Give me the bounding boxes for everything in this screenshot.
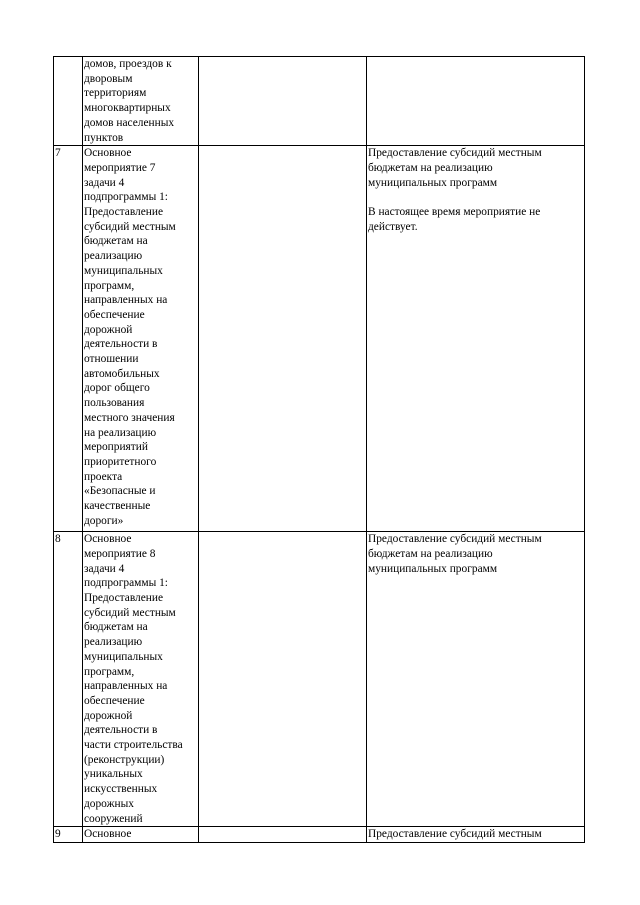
measure-name-line: Основное: [84, 147, 132, 160]
row-number-cell: 9: [54, 827, 83, 843]
measure-name-line: задачи 4: [84, 562, 125, 575]
description-line: Предоставление субсидий местным: [368, 147, 542, 160]
measure-name-line: домов населенных: [84, 116, 175, 129]
measures-table: [53, 56, 585, 843]
measure-name-line: пунктов: [84, 131, 124, 144]
measure-name-line: дороги»: [84, 514, 124, 527]
measure-name-line: части строительства: [84, 739, 183, 752]
description-line: бюджетам на реализацию: [368, 161, 493, 174]
measure-name-line: муниципальных: [84, 264, 163, 277]
measure-name-line: направленных на: [84, 294, 168, 307]
measure-name-line: пользования: [84, 397, 145, 410]
status-note-line: В настоящее время мероприятие не: [368, 206, 541, 219]
measure-name-cell: [83, 532, 199, 827]
measure-name-line: деятельности в: [84, 724, 158, 737]
measure-name-line: домов, проездов к: [84, 58, 172, 70]
measure-name-line: качественные: [84, 500, 151, 513]
measure-name-line: приоритетного: [84, 455, 157, 468]
table-row: [54, 827, 585, 843]
description-cell: [367, 532, 585, 827]
description-line: бюджетам на реализацию: [368, 547, 493, 560]
measure-name-line: (реконструкции): [84, 753, 165, 766]
measure-name-line: субсидий местным: [84, 606, 176, 619]
measure-name-line: искусственных: [84, 783, 158, 796]
row-number-cell: [54, 57, 83, 146]
measure-name-line: Основное: [84, 533, 132, 546]
measure-name-line: уникальных: [84, 768, 143, 781]
empty-cell: [199, 827, 367, 843]
measure-name-line: задачи 4: [84, 176, 125, 189]
description-cell: [367, 827, 585, 843]
measure-name-line: Основное: [84, 828, 132, 841]
measure-name-line: дорог общего: [84, 382, 150, 395]
measure-name-line: обеспечение: [84, 308, 145, 321]
measure-name-line: программ,: [84, 279, 135, 292]
measure-name-line: местного значения: [84, 411, 175, 424]
measure-name-line: подпрограммы 1:: [84, 577, 168, 590]
measure-name-line: отношении: [84, 353, 139, 366]
description-line: муниципальных программ: [368, 562, 498, 575]
measure-name-line: мероприятий: [84, 441, 148, 454]
measure-name-line: автомобильных: [84, 367, 160, 380]
measure-name-cell: [83, 57, 199, 146]
description-line: Предоставление субсидий местным: [368, 533, 542, 546]
measure-name-line: дорожных: [84, 797, 134, 810]
measure-name-line: проекта: [84, 470, 123, 483]
measure-name-line: программ,: [84, 665, 135, 678]
row-number-cell: 8: [54, 532, 83, 827]
measure-name-line: обеспечение: [84, 694, 145, 707]
row-number-cell: 7: [54, 146, 83, 532]
measure-name-line: дорожной: [84, 709, 133, 722]
measure-name-cell: [83, 827, 199, 843]
measure-name-line: Предоставление: [84, 592, 164, 605]
table-row: [54, 57, 585, 146]
description-line: Предоставление субсидий местным: [368, 828, 542, 841]
measure-name-line: на реализацию: [84, 426, 157, 439]
measure-name-line: дорожной: [84, 323, 133, 336]
measure-name-line: многоквартирных: [84, 102, 171, 115]
status-note-line: действует.: [368, 220, 418, 233]
table-row: [54, 532, 585, 827]
measure-name-line: дворовым: [84, 72, 133, 85]
measure-name-line: Предоставление: [84, 206, 164, 219]
description-line: муниципальных программ: [368, 176, 498, 189]
empty-cell: [199, 532, 367, 827]
empty-cell: [199, 57, 367, 146]
measure-name-line: мероприятие 7: [84, 161, 156, 174]
paragraph-gap: [368, 190, 583, 205]
measure-name-line: мероприятие 8: [84, 547, 156, 560]
measure-name-line: субсидий местным: [84, 220, 176, 233]
measure-name-line: реализацию: [84, 250, 143, 263]
empty-cell: [199, 146, 367, 532]
measure-name-line: муниципальных: [84, 650, 163, 663]
measure-name-line: «Безопасные и: [84, 485, 156, 498]
measure-name-line: подпрограммы 1:: [84, 191, 168, 204]
measure-name-line: бюджетам на: [84, 621, 148, 634]
table-row: [54, 146, 585, 532]
measure-name-line: деятельности в: [84, 338, 158, 351]
measure-name-line: бюджетам на: [84, 235, 148, 248]
measure-name-line: направленных на: [84, 680, 168, 693]
description-cell: [367, 57, 585, 146]
measure-name-line: территориям: [84, 87, 147, 100]
measure-name-line: сооружений: [84, 812, 143, 825]
measure-name-line: реализацию: [84, 636, 143, 649]
description-cell: [367, 146, 585, 532]
measure-name-cell: [83, 146, 199, 532]
